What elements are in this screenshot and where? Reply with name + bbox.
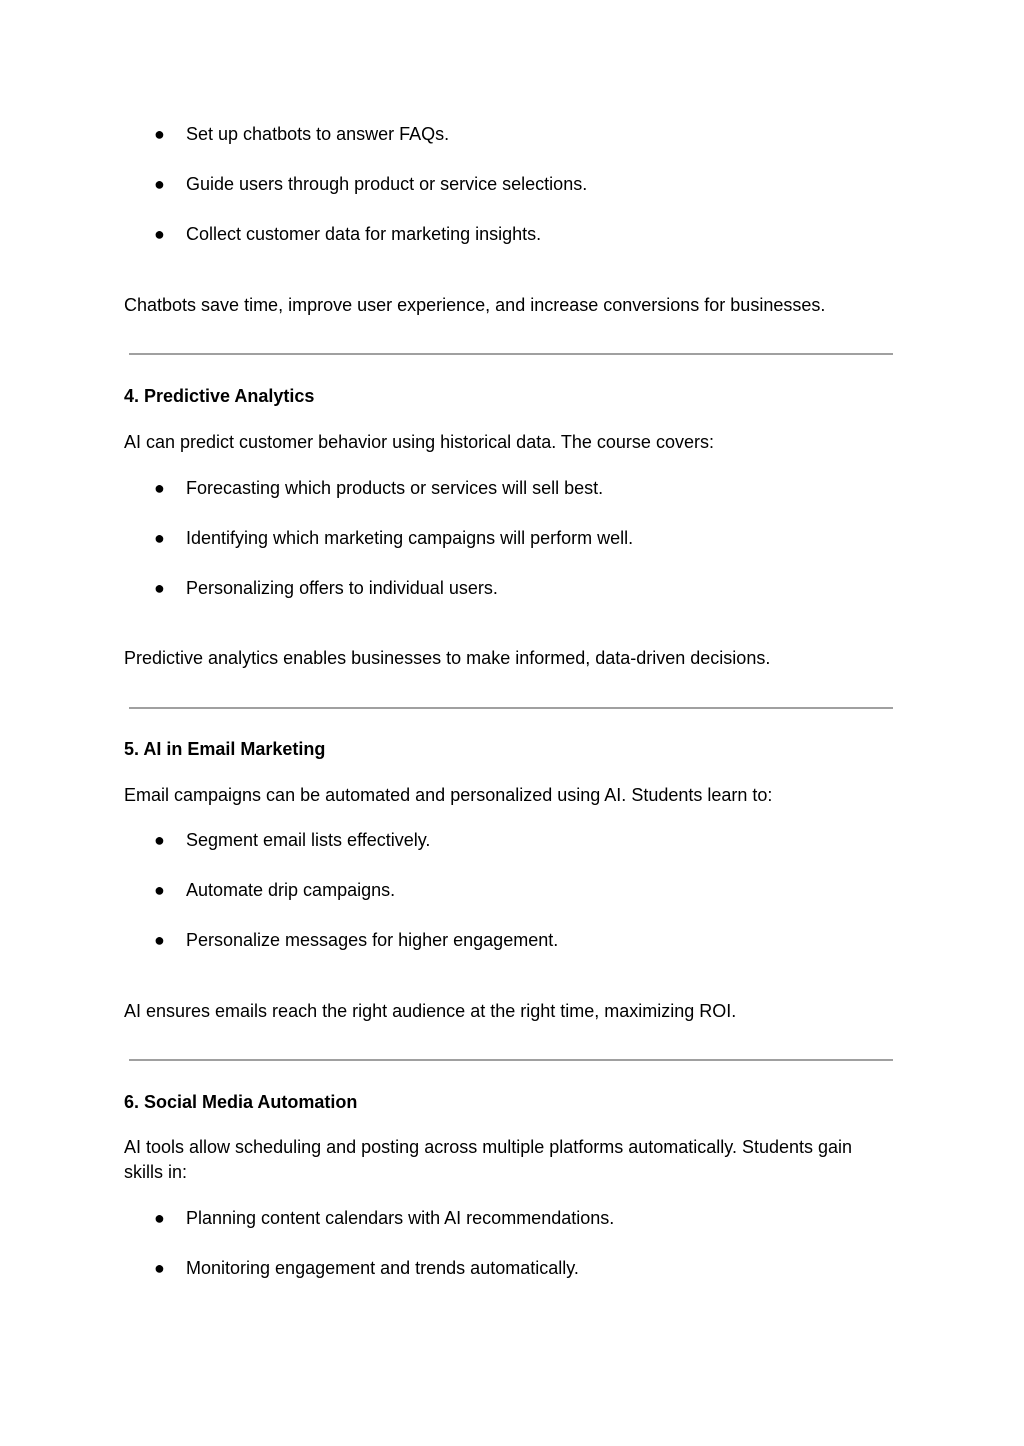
paragraph: Chatbots save time, improve user experience, and increase conversions for businesses. <box>124 295 826 315</box>
bullet-icon: ● <box>154 1208 165 1228</box>
bullet-icon: ● <box>154 1258 165 1278</box>
list-item <box>154 576 498 600</box>
list-item <box>154 172 587 196</box>
bullet-icon: ● <box>154 528 165 548</box>
bullet-icon: ● <box>154 224 165 244</box>
list-item-text: Identifying which marketing campaigns will perform well. <box>186 528 634 548</box>
bullet-icon: ● <box>154 578 165 598</box>
paragraph: Email campaigns can be automated and personalized using AI. Students learn to: <box>124 785 773 805</box>
list-item <box>154 476 603 500</box>
list-item-text: Automate drip campaigns. <box>186 880 396 900</box>
bullet-icon: ● <box>154 124 165 144</box>
list-item-text: Forecasting which products or services will sell best. <box>186 478 604 498</box>
list-item-text: Personalize messages for higher engagement. <box>186 930 559 950</box>
list-item-text: Monitoring engagement and trends automatically. <box>186 1258 579 1278</box>
divider <box>129 707 893 709</box>
section-heading: 6. Social Media Automation <box>124 1092 358 1112</box>
bullet-icon: ● <box>154 880 165 900</box>
list-item-text: Set up chatbots to answer FAQs. <box>186 124 450 144</box>
paragraph-line: AI tools allow scheduling and posting across multiple platforms automatically. Students gain <box>124 1137 853 1157</box>
bullet-icon: ● <box>154 930 165 950</box>
section-heading: 5. AI in Email Marketing <box>124 739 326 759</box>
list-item <box>154 526 633 550</box>
list-item <box>154 222 541 246</box>
divider <box>129 353 893 355</box>
paragraph: AI ensures emails reach the right audience at the right time, maximizing ROI. <box>124 1001 737 1021</box>
list-item-text: Segment email lists effectively. <box>186 830 431 850</box>
paragraph: Predictive analytics enables businesses to make informed, data-driven decisions. <box>124 648 771 668</box>
section-heading: 4. Predictive Analytics <box>124 386 315 406</box>
paragraph: AI can predict customer behavior using historical data. The course covers: <box>124 432 714 452</box>
paragraph-line: skills in: <box>124 1162 188 1182</box>
list-item <box>154 828 430 852</box>
list-item <box>154 122 449 146</box>
list-item-text: Planning content calendars with AI recommendations. <box>186 1208 615 1228</box>
bullet-icon: ● <box>154 174 165 194</box>
divider <box>129 1059 893 1061</box>
list-item-text: Guide users through product or service selections. <box>186 174 588 194</box>
list-item <box>154 1256 579 1280</box>
list-item <box>154 928 558 952</box>
list-item <box>154 1206 614 1230</box>
bullet-icon: ● <box>154 830 165 850</box>
list-item <box>154 878 395 902</box>
bullet-icon: ● <box>154 478 165 498</box>
list-item-text: Collect customer data for marketing insights. <box>186 224 542 244</box>
list-item-text: Personalizing offers to individual users. <box>186 578 498 598</box>
